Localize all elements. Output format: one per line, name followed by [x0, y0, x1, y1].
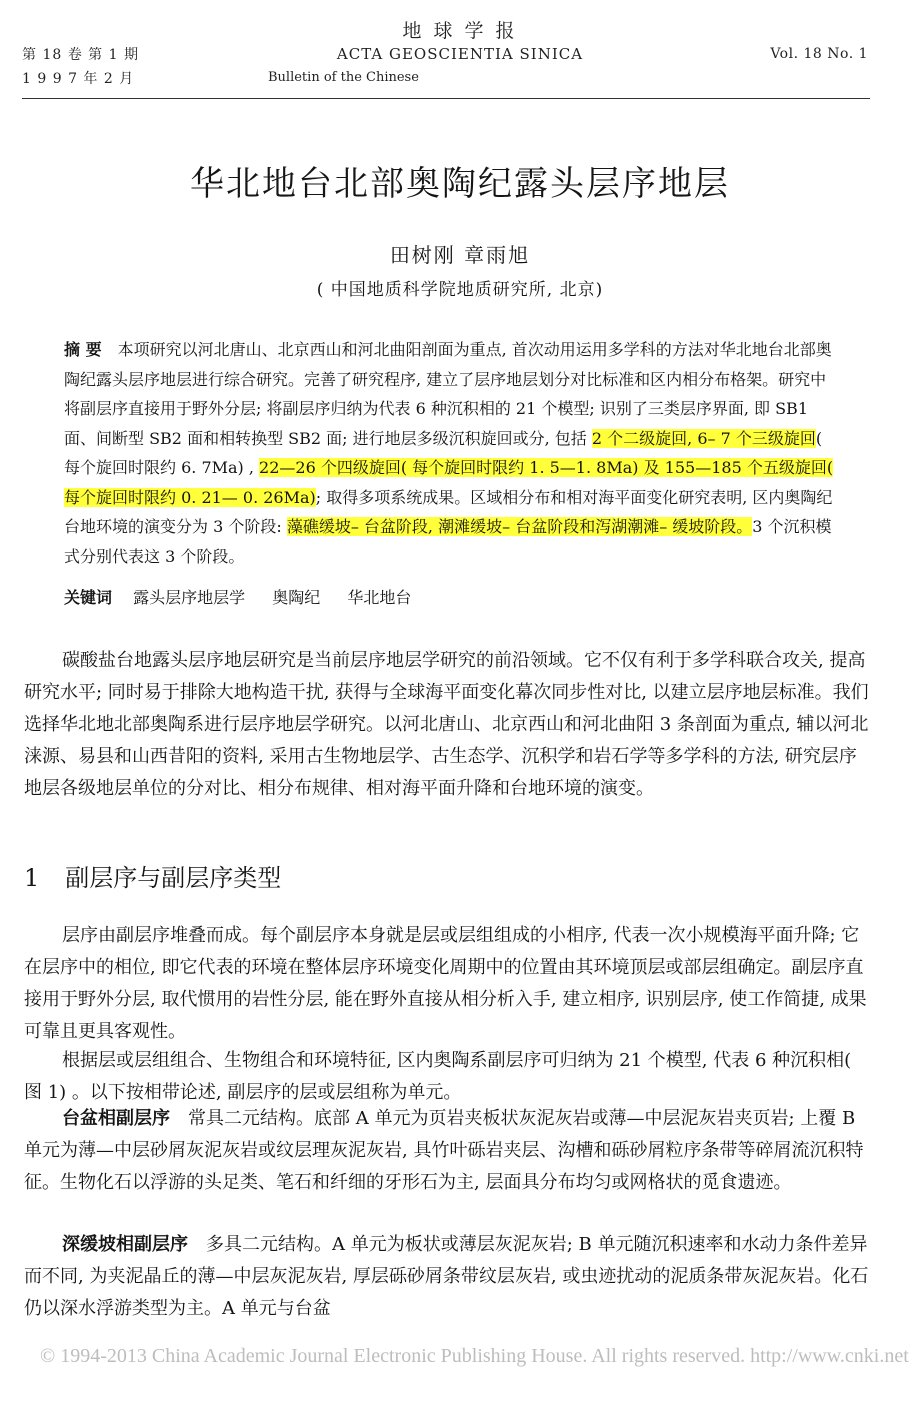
keywords: [64, 585, 834, 608]
section-paragraph-1: 层序由副层序堆叠而成。每个副层序本身就是层或层组组成的小相序, 代表一次小规模海平面升降; 它在层序中的相位, 即它代表的环境在整体层序环境变化周期中的位置由其环境顶层或部层组确定。副层序直接用于野外分层, 取代惯用的岩性分层, 能在野外直接从相分析入手, 建立相序, 识别层序, 使工作简捷, 成果可靠且更具客观性。: [24, 925, 867, 1042]
keywords-label: 关键词: [64, 588, 113, 607]
section-number: 1: [24, 864, 40, 892]
article-title: 华北地台北部奥陶纪露头层序地层: [190, 164, 730, 204]
subheading-basin: 台盆相副层序: [62, 1108, 170, 1129]
section-paragraph-3: [24, 1103, 870, 1199]
abstract-label: 摘 要: [64, 340, 102, 359]
section-paragraph-4: [24, 1229, 870, 1325]
abstract: [64, 335, 834, 571]
journal-subtitle: Bulletin of the Chinese: [268, 70, 419, 85]
abstract-text-1: 本项研究以河北唐山、北京西山和河北曲阳剖面为重点, 首次动用运用多学科的方法对华北地台北部奥陶纪露头层序地层进行综合研究。完善了研究程序, 建立了层序地层划分对比标准和区内相分布格架。研究中将副层序直接用于野外分层; 将副层序归纳为代表 6 种沉积相的 21 个模型; 识别了三类层序界面, 即 SB1 面、间断型 SB2 面和相转换型 SB2 面; 进行地层多级沉积旋回或分, 包括: [64, 340, 832, 448]
section-heading: [24, 858, 281, 893]
paragraph-basin-text: 常具二元结构。底部 A 单元为页岩夹板状灰泥灰岩或薄—中层泥灰岩夹页岩; 上覆 B 单元为薄—中层砂屑灰泥灰岩或纹层理灰泥灰岩, 具竹叶砾岩夹层、沟槽和砾砂屑粒序条带等碎屑流沉积特征。生物化石以浮游的头足类、笔石和纤细的牙形石为主, 层面具分布均匀或网格状的觅食遗迹。: [24, 1108, 864, 1193]
abstract-text-4: 3 个沉积模式分别代表这 3 个阶段。: [64, 517, 832, 566]
keyword: 露头层序地层学: [133, 588, 246, 607]
volume-number-en: Vol. 18 No. 1: [770, 46, 868, 62]
header-rule: [22, 98, 870, 99]
copyright-footer: © 1994-2013 China Academic Journal Electronic Publishing House. All rights reserved. http://www.cnki.net: [40, 1345, 909, 1367]
keyword: 奥陶纪: [272, 588, 321, 607]
affiliation: ( 中国地质科学院地质研究所, 北京): [316, 280, 604, 300]
volume-issue: 第 18 卷 第 1 期: [22, 47, 139, 63]
abstract-text-2: ( 每个旋回时限约 6. 7Ma) ,: [64, 428, 823, 477]
abstract-highlight-1: 2 个二级旋回, 6– 7 个三级旋回: [591, 428, 816, 448]
journal-title-en: ACTA GEOSCIENTIA SINICA: [336, 45, 584, 63]
paragraph-deep-ramp-text: 多具二元结构。A 单元为板状或薄层灰泥灰岩; B 单元随沉积速率和水动力条件差异而不同, 为夹泥晶丘的薄—中层灰泥灰岩, 厚层砾砂屑条带纹层灰岩, 或虫迹扰动的泥质条带灰泥灰岩。化石仍以深水浮游类型为主。A 单元与台盆: [24, 1234, 869, 1319]
keyword: 华北地台: [347, 588, 412, 607]
intro-paragraph: 碳酸盐台地露头层序地层研究是当前层序地层学研究的前沿领域。它不仅有利于多学科联合攻关, 提高研究水平; 同时易于排除大地构造干扰, 获得与全球海平面变化幕次同步性对比, 以建立层序地层标准。我们选择华北地北部奥陶系进行层序地层学研究。以河北唐山、北京西山和河北曲阳 3 条剖面为重点, 辅以河北涞源、易县和山西昔阳的资料, 采用古生物地层学、古生态学、沉积学和岩石学等多学科的方法, 研究层序地层各级地层单位的分对比、相分布规律、相对海平面升降和台地环境的演变。: [24, 650, 869, 799]
journal-title-cn: 地 球 学 报: [402, 20, 518, 42]
abstract-text-3: ; 取得多项系统成果。区域相分布和相对海平面变化研究表明, 区内奥陶纪台地环境的演变分为 3 个阶段:: [64, 487, 833, 536]
publication-date: 1 9 9 7 年 2 月: [22, 71, 135, 87]
section-paragraph-2: 根据层或层组组合、生物组合和环境特征, 区内奥陶系副层序可归纳为 21 个模型, 代表 6 种沉积相( 图 1) 。以下按相带论述, 副层序的层或层组称为单元。: [24, 1050, 852, 1103]
abstract-highlight-3: 藻礁缓坡– 台盆阶段, 潮滩缓坡– 台盆阶段和泻湖潮滩– 缓坡阶段。: [286, 517, 753, 536]
subheading-deep-ramp: 深缓坡相副层序: [62, 1234, 188, 1255]
authors: 田树刚 章雨旭: [389, 243, 531, 267]
abstract-highlight-2: 22—26 个四级旋回( 每个旋回时限约 1. 5—1. 8Ma) 及 155—185 个五级旋回( 每个旋回时限约 0. 21— 0. 26Ma): [64, 458, 834, 507]
section-title: 副层序与副层序类型: [65, 864, 282, 892]
